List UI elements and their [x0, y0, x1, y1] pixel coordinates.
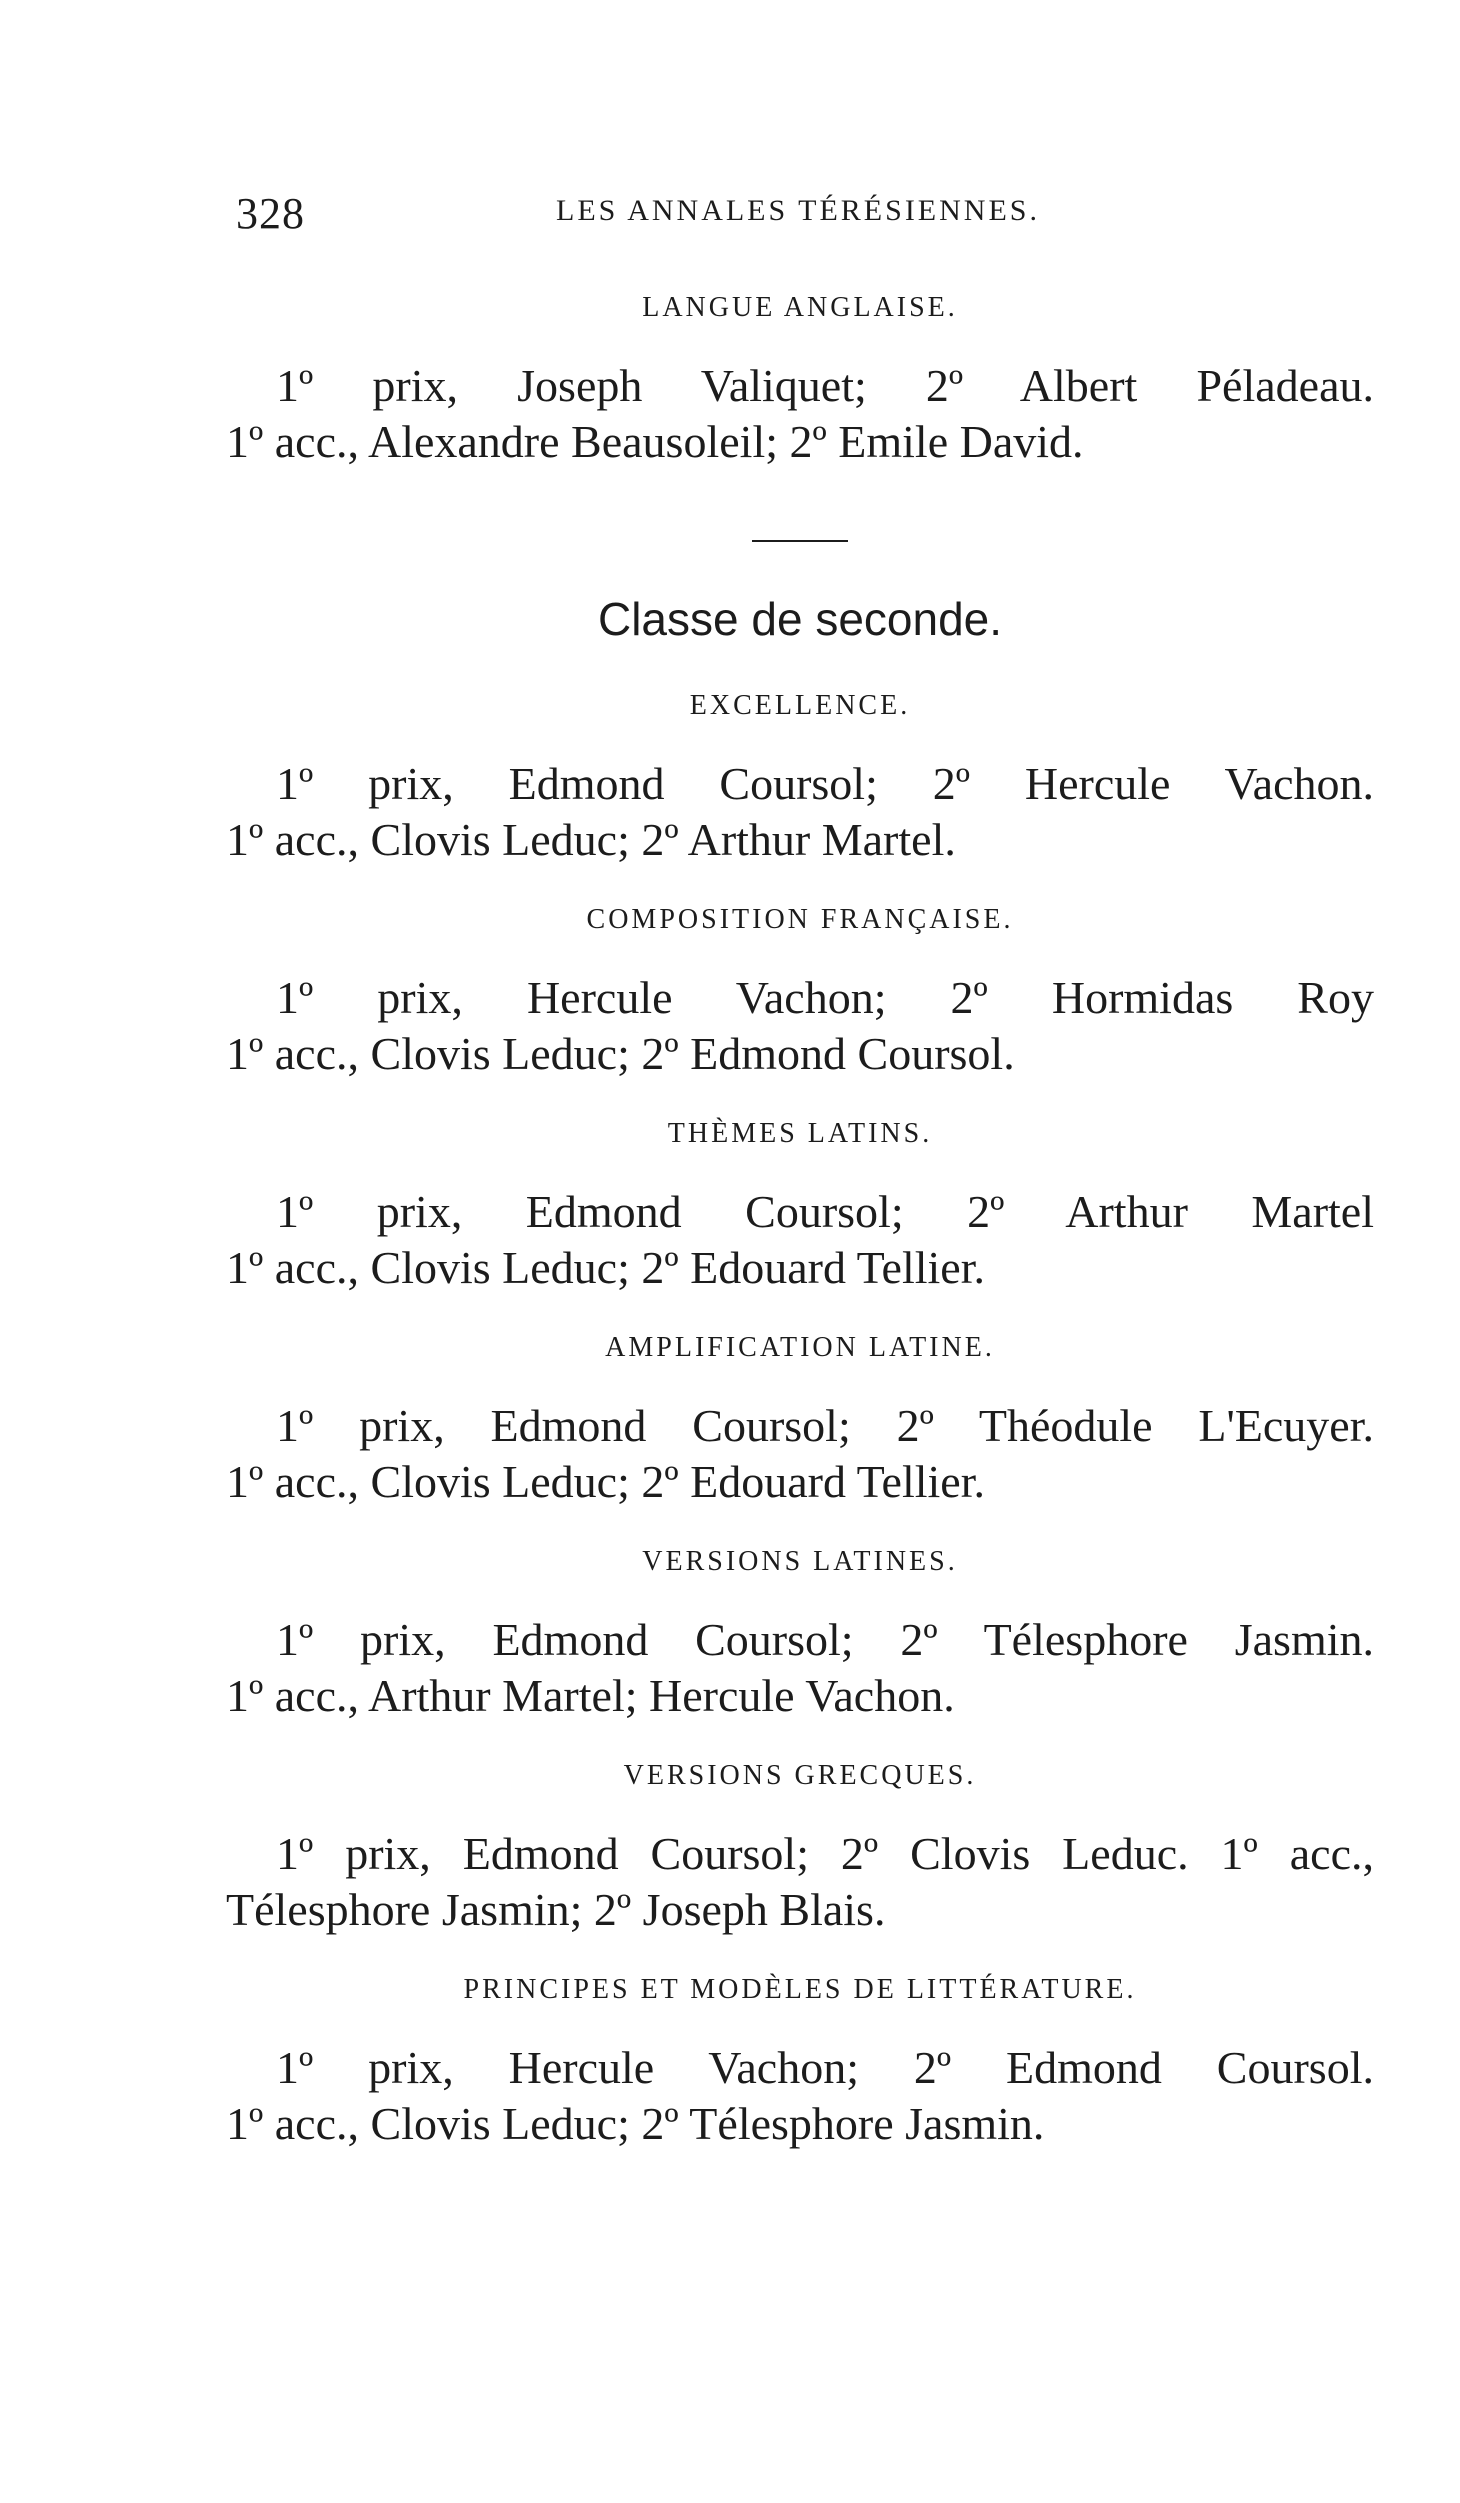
- section-excellence: [226, 690, 1374, 868]
- section-principes-modeles-litterature: [226, 1974, 1374, 2152]
- page-number: 328: [236, 189, 305, 238]
- award-line-accessits: Télesphore Jasmin; 2º Joseph Blais.: [226, 1884, 886, 1935]
- section-heading: PRINCIPES ET MODÈLES DE LITTÉRATURE.: [463, 1974, 1137, 2005]
- section-themes-latins: [226, 1118, 1374, 1296]
- award-line-accessits: 1º acc., Clovis Leduc; 2º Edouard Tellier.: [226, 1242, 985, 1293]
- award-line-prizes: 1º prix, Edmond Coursol; 2º Clovis Leduc. 1º acc.,: [276, 1828, 1374, 1879]
- section-heading: EXCELLENCE.: [689, 690, 911, 721]
- award-line-prizes: 1º prix, Hercule Vachon; 2º Hormidas Roy: [276, 972, 1374, 1023]
- award-line-prizes: 1º prix, Edmond Coursol; 2º Télesphore Jasmin.: [276, 1614, 1374, 1665]
- page-content: [226, 292, 1374, 2188]
- award-line-accessits: 1º acc., Clovis Leduc; 2º Télesphore Jasmin.: [226, 2098, 1045, 2149]
- section-composition-francaise: [226, 904, 1374, 1082]
- award-line-prizes: 1º prix, Edmond Coursol; 2º Théodule L'Ecuyer.: [276, 1400, 1374, 1451]
- award-line-accessits: 1º acc., Clovis Leduc; 2º Arthur Martel.: [226, 814, 956, 865]
- award-line-accessits: 1º acc., Clovis Leduc; 2º Edmond Coursol.: [226, 1028, 1015, 1079]
- section-divider: [752, 540, 848, 542]
- award-line-accessits: 1º acc., Clovis Leduc; 2º Edouard Tellier.: [226, 1456, 985, 1507]
- section-amplification-latine: [226, 1332, 1374, 1510]
- award-line-prizes: 1º prix, Joseph Valiquet; 2º Albert Péladeau.: [276, 360, 1374, 411]
- award-line-prizes: 1º prix, Edmond Coursol; 2º Hercule Vachon.: [276, 758, 1374, 809]
- section-heading: VERSIONS LATINES.: [642, 1546, 958, 1577]
- section-versions-grecques: [226, 1760, 1374, 1938]
- section-heading: VERSIONS GRECQUES.: [623, 1760, 977, 1791]
- class-title: Classe de seconde.: [597, 593, 1003, 645]
- award-line-prizes: 1º prix, Hercule Vachon; 2º Edmond Coursol.: [276, 2042, 1374, 2093]
- section-heading: AMPLIFICATION LATINE.: [605, 1332, 995, 1363]
- section-heading: LANGUE ANGLAISE.: [642, 292, 958, 323]
- running-title: LES ANNALES TÉRÉSIENNES.: [556, 194, 1040, 227]
- page-header: [236, 188, 1360, 248]
- section-heading: COMPOSITION FRANÇAISE.: [586, 904, 1014, 935]
- section-langue-anglaise: [226, 292, 1374, 470]
- section-heading: THÈMES LATINS.: [667, 1118, 933, 1149]
- section-versions-latines: [226, 1546, 1374, 1724]
- award-line-accessits: 1º acc., Arthur Martel; Hercule Vachon.: [226, 1670, 955, 1721]
- award-line-accessits: 1º acc., Alexandre Beausoleil; 2º Emile David.: [226, 416, 1084, 467]
- award-line-prizes: 1º prix, Edmond Coursol; 2º Arthur Martel: [276, 1186, 1374, 1237]
